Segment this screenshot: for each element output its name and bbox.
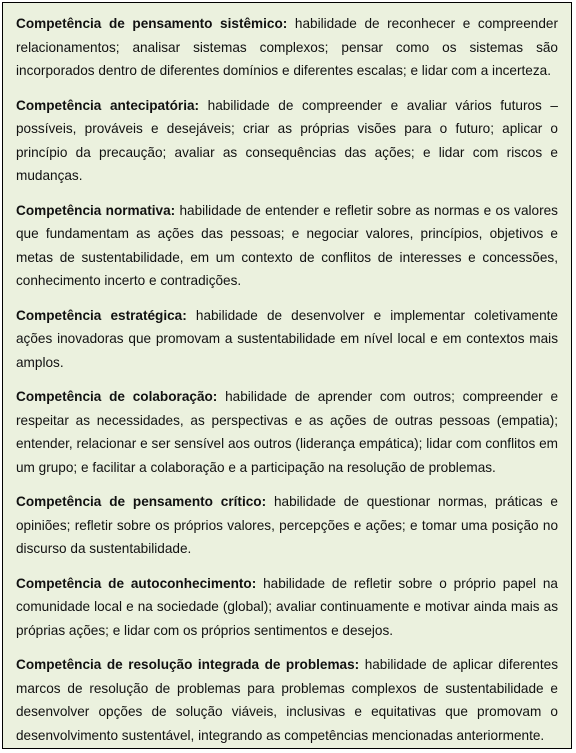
competency-description: habilidade de refletir sobre o próprio papel na comunidade local e na sociedade (global); avaliar continuamente e motivar ainda mais as próprias ações; e lidar com os próprios sentimentos e desejos. bbox=[16, 575, 558, 638]
competency-systems-thinking bbox=[16, 12, 558, 83]
competency-term: Competência de resolução integrada de problemas: bbox=[16, 657, 360, 672]
competency-collaboration bbox=[16, 385, 558, 479]
competency-anticipatory bbox=[16, 94, 558, 188]
competency-self-awareness bbox=[16, 572, 558, 643]
competency-description: habilidade de entender e refletir sobre as normas e os valores que fundamentam as ações das pessoas; e negociar valores, princípios, objetivos e metas de sustentabilidade, em um contexto de conflitos de interesses e concessões, conhecimento incerto e contradições. bbox=[16, 202, 558, 288]
competency-term: Competência de autoconhecimento: bbox=[16, 575, 257, 591]
competency-description: habilidade de questionar normas, práticas e opiniões; refletir sobre os próprios valores, percepções e ações; e tomar uma posição no discurso da sustentabilidade. bbox=[16, 494, 558, 556]
competency-term: Competência de pensamento crítico: bbox=[16, 494, 267, 509]
competency-description: habilidade de aplicar diferentes marcos de resolução de problemas para problemas complexos de sustentabilidade e desenvolver opções de solução viáveis, inclusivas e equitativas que promovam o desenvolvimento sustentável, integrando as competências mencionadas anteriormente. bbox=[16, 657, 558, 743]
competency-term: Competência normativa: bbox=[16, 202, 176, 218]
competency-normative bbox=[16, 199, 558, 293]
competency-description: habilidade de aprender com outros; compreender e respeitar as necessidades, as perspectivas e as ações de outras pessoas (empatia); entender, relacionar e ser sensível aos outros (liderança empática); lidar com conflitos em um grupo; e facilitar a colaboração e a participação na resolução de problemas. bbox=[16, 389, 558, 475]
competency-description: habilidade de desenvolver e implementar coletivamente ações inovadoras que promovam a sustentabilidade em nível local e em contextos mais amplos. bbox=[16, 307, 558, 370]
competency-strategic bbox=[16, 304, 558, 375]
competency-integrated-problem-solving bbox=[16, 653, 558, 747]
competency-term: Competência de colaboração: bbox=[16, 389, 218, 404]
competency-term: Competência de pensamento sistêmico: bbox=[16, 16, 288, 31]
competencies-box bbox=[2, 2, 572, 749]
competency-term: Competência antecipatória: bbox=[16, 97, 200, 113]
competency-term: Competência estratégica: bbox=[16, 307, 187, 323]
competency-description: habilidade de compreender e avaliar vários futuros – possíveis, prováveis e desejáveis; criar as próprias visões para o futuro; aplicar o princípio da precaução; avaliar as consequências das ações; e lidar com riscos e mudanças. bbox=[16, 97, 558, 183]
competency-critical-thinking bbox=[16, 490, 558, 561]
competency-description: habilidade de reconhecer e compreender relacionamentos; analisar sistemas complexos; pensar como os sistemas são incorporados dentro de diferentes domínios e diferentes escalas; e lidar com a incerteza. bbox=[16, 16, 558, 78]
